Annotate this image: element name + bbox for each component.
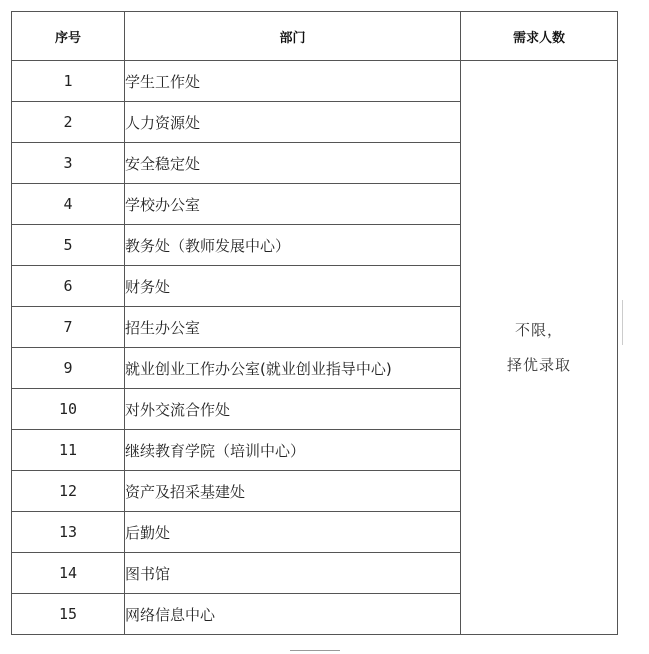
scan-mark-bottom <box>290 650 340 651</box>
row-seq: 1 <box>12 61 125 102</box>
table-header-row <box>12 12 618 61</box>
row-seq: 12 <box>12 471 125 512</box>
department-table <box>11 11 618 635</box>
row-dept: 就业创业工作办公室(就业创业指导中心) <box>125 348 461 389</box>
row-seq: 9 <box>12 348 125 389</box>
row-seq: 6 <box>12 266 125 307</box>
row-seq: 7 <box>12 307 125 348</box>
header-dept: 部门 <box>125 12 461 61</box>
row-seq: 2 <box>12 102 125 143</box>
row-dept: 人力资源处 <box>125 102 461 143</box>
need-cell <box>461 61 618 635</box>
row-dept: 继续教育学院（培训中心） <box>125 430 461 471</box>
row-dept: 图书馆 <box>125 553 461 594</box>
header-seq: 序号 <box>12 12 125 61</box>
row-seq: 13 <box>12 512 125 553</box>
row-dept: 网络信息中心 <box>125 594 461 635</box>
scan-mark-right <box>622 300 623 345</box>
row-dept: 对外交流合作处 <box>125 389 461 430</box>
row-dept: 招生办公室 <box>125 307 461 348</box>
row-seq: 10 <box>12 389 125 430</box>
row-dept: 后勤处 <box>125 512 461 553</box>
row-dept: 财务处 <box>125 266 461 307</box>
table-row <box>12 61 618 102</box>
row-seq: 3 <box>12 143 125 184</box>
row-dept: 安全稳定处 <box>125 143 461 184</box>
row-seq: 5 <box>12 225 125 266</box>
row-dept: 学生工作处 <box>125 61 461 102</box>
row-seq: 11 <box>12 430 125 471</box>
row-seq: 14 <box>12 553 125 594</box>
need-line-2: 择优录取 <box>506 355 571 374</box>
row-dept: 资产及招采基建处 <box>125 471 461 512</box>
row-dept: 学校办公室 <box>125 184 461 225</box>
row-seq: 4 <box>12 184 125 225</box>
need-line-1: 不限， <box>514 321 563 339</box>
row-dept: 教务处（教师发展中心） <box>125 225 461 266</box>
header-need: 需求人数 <box>461 12 618 61</box>
row-seq: 15 <box>12 594 125 635</box>
